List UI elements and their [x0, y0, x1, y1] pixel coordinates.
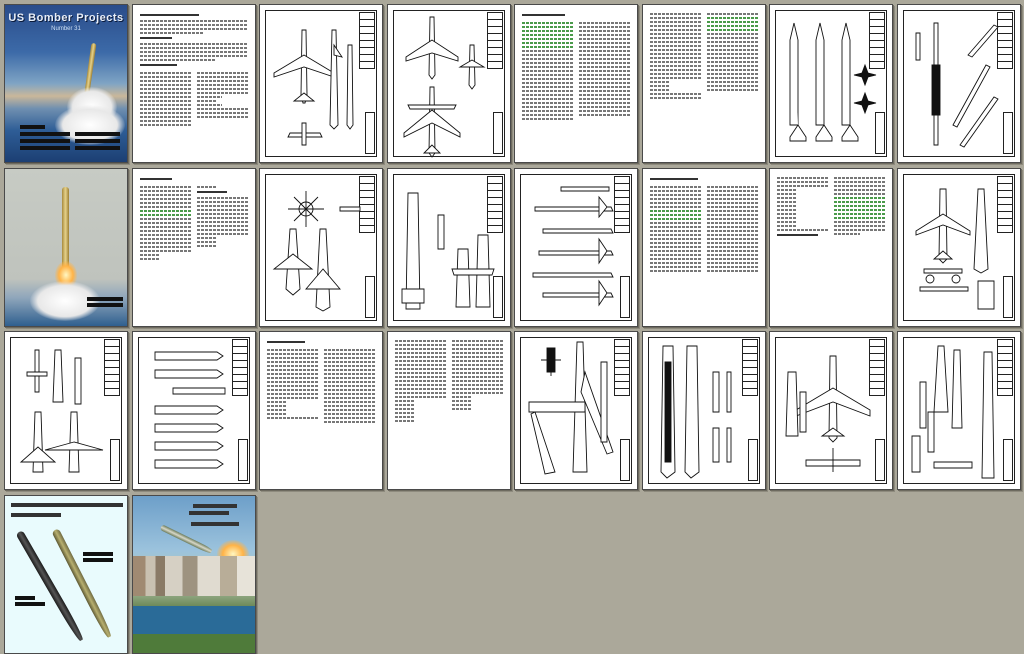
- page-thumb-8-drawing[interactable]: [897, 4, 1021, 163]
- page-thumb-7-drawing[interactable]: [769, 4, 893, 163]
- missile-illustration-1: [16, 530, 85, 642]
- page-thumb-11-drawing[interactable]: [259, 168, 383, 327]
- missile-drawing: [515, 169, 638, 327]
- page-thumb-20-text[interactable]: [387, 331, 511, 490]
- aircraft-drawing: [388, 5, 511, 163]
- park: [133, 634, 256, 654]
- city-buildings: [133, 556, 256, 596]
- missile-drawing: [770, 5, 893, 163]
- cover-subtitle: Number 31: [51, 26, 81, 32]
- page-thumb-6-text[interactable]: [642, 4, 766, 163]
- aircraft-drawing: [388, 169, 511, 327]
- aircraft-drawing: [898, 332, 1021, 490]
- bomber-drawing: [770, 332, 893, 490]
- page-thumb-16-drawing[interactable]: [897, 168, 1021, 327]
- page-thumb-26-back-cover[interactable]: [132, 495, 256, 654]
- missile-launch-image: [62, 187, 69, 267]
- page-thumb-18-drawing[interactable]: [132, 331, 256, 490]
- aircraft-drawing: [5, 332, 128, 490]
- page-thumb-15-text[interactable]: [769, 168, 893, 327]
- page-thumb-1-cover[interactable]: [4, 4, 128, 163]
- aircraft-drawing: [515, 332, 638, 490]
- page-thumb-12-drawing[interactable]: [387, 168, 511, 327]
- page-thumb-25-illustration[interactable]: [4, 495, 128, 654]
- missile-in-flight-image: [159, 524, 212, 554]
- page-thumb-9-photo[interactable]: [4, 168, 128, 327]
- page-thumb-4-drawing[interactable]: [387, 4, 511, 163]
- page-thumb-22-drawing[interactable]: [642, 331, 766, 490]
- cover-title: US Bomber Projects: [8, 12, 124, 24]
- page-thumb-14-text[interactable]: [642, 168, 766, 327]
- page-thumb-2-text[interactable]: [132, 4, 256, 163]
- bomb-drawing: [133, 332, 256, 490]
- missile-drawing: [898, 5, 1021, 163]
- river: [133, 606, 256, 634]
- page-thumb-10-text[interactable]: [132, 168, 256, 327]
- aircraft-drawing: [260, 169, 383, 327]
- page-thumb-17-drawing[interactable]: [4, 331, 128, 490]
- missile-illustration-2: [51, 528, 113, 639]
- aircraft-drawing: [260, 5, 383, 163]
- page-thumb-13-drawing[interactable]: [514, 168, 638, 327]
- page-thumb-5-text[interactable]: [514, 4, 638, 163]
- page-thumb-24-drawing[interactable]: [897, 331, 1021, 490]
- bomber-drawing: [643, 332, 766, 490]
- page-thumbnail-grid: [4, 4, 1021, 654]
- page-thumb-23-drawing[interactable]: [769, 331, 893, 490]
- page-thumb-3-drawing[interactable]: [259, 4, 383, 163]
- page-thumb-21-drawing[interactable]: [514, 331, 638, 490]
- missile-image: [85, 43, 97, 93]
- aircraft-drawing: [898, 169, 1021, 327]
- page-thumb-19-text[interactable]: [259, 331, 383, 490]
